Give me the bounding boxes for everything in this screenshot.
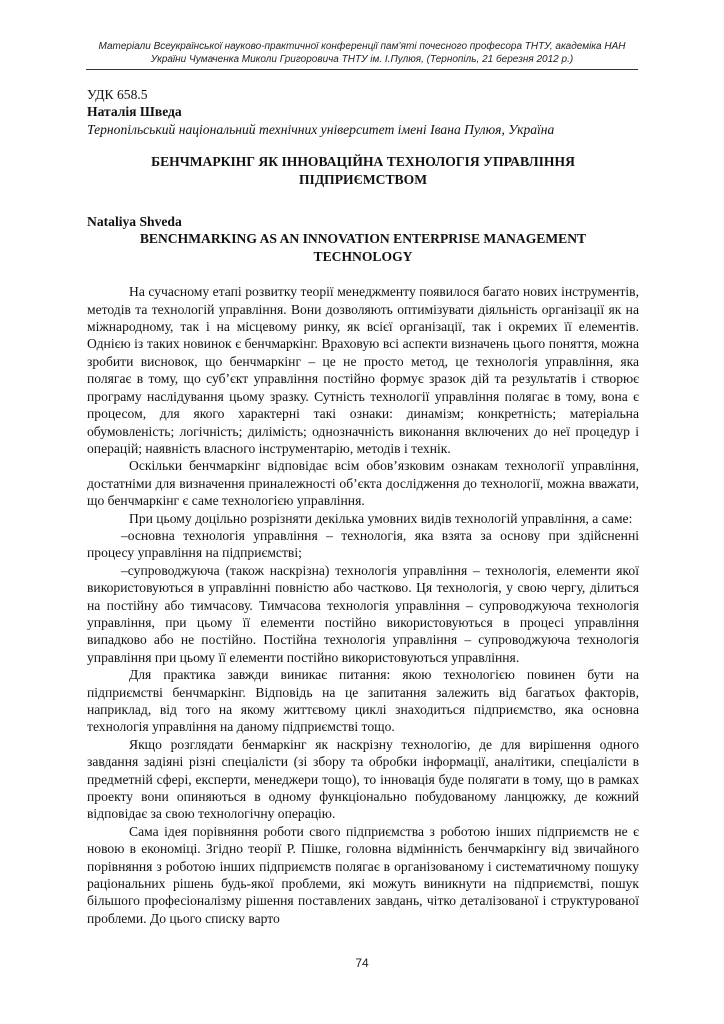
body-paragraph: На сучасному етапі розвитку теорії менеджменту появилося багато нових інструментів, методів та технологій управління. Вони дозволяють оптимізувати діяльність організації як на міжнародному, так і на місцевому ринку, як всієї організації, так і окремих її елементів. Однією із таких новинок є бенчмаркінг. Враховую всі аспекти визначень цього поняття, можна зробити висновок, що бенчмаркінг – це не просто метод, це технологія управління, яка полягає в тому, що суб’єкт управління постійно формує зразок дій та результатів і створює програму наслідування цьому зразку. Сутність технології управління полягає в тому, вона є процесом, для якого характерні такі ознаки: динамізм; конкретність; матеріальна обумовленість; логічність; дилімість; однозначність виконання включених до неї процедур і операцій; наявність власного інструментарію, методів і технік.	[87, 284, 639, 456]
running-header-line-2: України Чумаченка Миколи Григоровича ТНТУ ім. І.Пулюя, (Тернопіль, 21 березня 2012 р.)	[150, 54, 574, 65]
article-content	[87, 86, 639, 927]
udk-code: УДК 658.5	[87, 87, 148, 102]
article-title-en: BENCHMARKING AS AN INNOVATION ENTERPRISE MANAGEMENT TECHNOLOGY	[139, 231, 587, 264]
body-paragraph: Для практика завжди виникає питання: якою технологією повинен бути на підприємстві бенчмаркінг. Відповідь на це запитання залежить від багатьох факторів, наприклад, від того на якому життєвому циклі знаходиться підприємство, яка основна технологія управління на даному підприємстві тощо.	[87, 667, 639, 735]
body-paragraph: При цьому доцільно розрізняти декілька умовних видів технологій управління, а саме:	[129, 510, 633, 526]
article-title-ua: БЕНЧМАРКІНГ ЯК ІННОВАЦІЙНА ТЕХНОЛОГІЯ УПРАВЛІННЯ ПІДПРИЄМСТВОМ	[151, 154, 575, 187]
author-affiliation: Тернопільський національний технічних університет імені Івана Пулюя, Україна	[87, 121, 555, 137]
body-paragraph: Якщо розглядати бенмаркінг як наскрізну технологію, де для вирішення одного завдання задіяні різні спеціалісти (зі збору та обробки інформації, аналітики, спеціалісти в предметній сфері, експерти, менеджери тощо), то інновація буде полягати в тому, що в рамках проекту вони опиняються в одному функціонально побудованому ланцюжку, де кожний відповідає за свою технологічну операцію.	[87, 736, 639, 822]
author-name-ua: Наталія Шведа	[87, 104, 182, 120]
page-number: 74	[355, 956, 369, 970]
running-header-line-1: Матеріали Всеукраїнської науково-практичної конференції пам’яті почесного професора ТНТУ, академіка НАН	[98, 41, 626, 52]
body-paragraph: Сама ідея порівняння роботи свого підприємства з роботою інших підприємств не є новою в економіці. Згідно теорії Р. Пішке, головна відмінність бенчмаркінгу від звичайного порівняння з роботою інших підприємств полягає в організованому і систематичному пошуку раціональних рішень будь-якої проблеми, які можуть виникнути на підприємстві, пошук більшого професіоналізму рішення поставлених завдань, чітко деталізованої і структурованої проблеми. До цього списку варто	[87, 823, 639, 926]
running-header	[96, 40, 628, 66]
list-item: –основна технологія управління – технологія, яка взята за основу при здійсненні процесу управління на підприємстві;	[87, 527, 639, 561]
header-divider	[86, 69, 638, 70]
body-paragraph: Оскільки бенчмаркінг відповідає всім обов’язковим ознакам технології управління, достатніми для визначення приналежності об’єкта дослідження до технології, можна вважати, що бенчмаркінг є саме технологією управління.	[87, 458, 639, 509]
list-item: –супроводжуюча (також наскрізна) технологія управління – технологія, елементи якої використовуються в управлінні повністю або частково. Ця технологія, у свою чергу, ділиться на постійну або тимчасову. Тимчасова технологія управління – супроводжуюча технологія управління, при цьому її елементи постійно використовуються в процесі управління випадково або не постійно. Постійна технологія управління – супроводжуюча технологія управління при цьому її елементи постійно використовуються управління.	[87, 562, 639, 665]
author-name-en: Nataliya Shveda	[87, 214, 182, 230]
article-body	[87, 283, 639, 927]
